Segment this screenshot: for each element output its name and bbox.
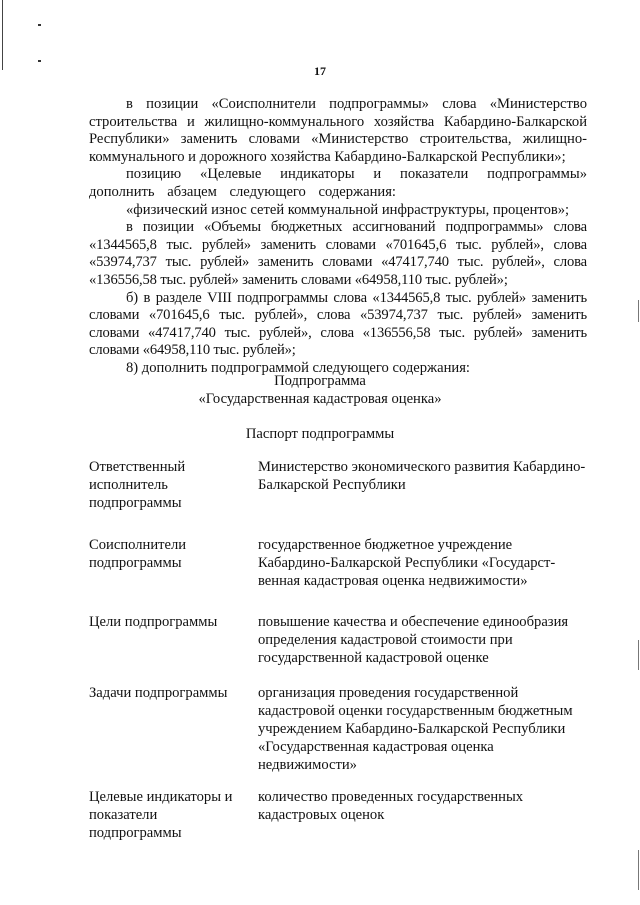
passport-row-label: Целевые индикаторы и показатели подпрограммы [89, 789, 233, 841]
passport-row-value: повышение качества и обеспечение единообразия определения кадастровой стоимости при государственной кадастровой оценке [258, 614, 569, 666]
scan-speck [38, 60, 41, 62]
paragraph: б) в разделе VIII подпрограммы слова «1344565,8 тыс. рублей» заменить словами «701645,6 тыс. рублей», слова «53974,737 тыс. рублей» заменить словами «47417,740 тыс. рублей», слова «136556,58 тыс. рублей» заменить словами «64958,110 тыс. рублей»; [89, 289, 587, 359]
passport-row-value: организация проведения государственной кадастровой оценки государственным бюджетным учреждением Кабардино-Балкарской Республики «Государственная кадастровая оценка недвижимости» [258, 685, 573, 773]
passport-row-label: Задачи подпрограммы [89, 685, 228, 701]
passport-row-value: количество проведенных государственных кадастровых оценок [258, 789, 524, 823]
passport-row-value: государственное бюджетное учреждение Кабардино-Балкарской Республики «Государст-венная кадастровая оценка недвижимости» [258, 537, 556, 589]
passport-row-label: Цели подпрограммы [89, 614, 218, 630]
passport-row-value: Министерство экономического развития Кабардино-Балкарской Республики [258, 459, 586, 493]
paragraph: «физический износ сетей коммунальной инфраструктуры, процентов»; [126, 201, 570, 218]
paragraph: позицию «Целевые индикаторы и показатели подпрограммы» дополнить абзацем следующего содержания: [89, 166, 587, 200]
scan-edge-line [2, 0, 3, 70]
scan-edge-line [638, 640, 639, 670]
passport-title: Паспорт подпрограммы [245, 426, 395, 442]
scan-edge-line [638, 850, 639, 890]
amendment-text [89, 96, 587, 378]
passport-row-label: Соисполнители подпрограммы [89, 537, 187, 571]
paragraph: 8) дополнить подпрограммой следующего содержания: [126, 359, 470, 376]
paragraph: в позиции «Объемы бюджетных ассигнований подпрограммы» слова «1344565,8 тыс. рублей» заменить словами «701645,6 тыс. рублей», слова «53974,737 тыс. рублей» заменить словами «47417,740 тыс. рублей», слова «136556,58 тыс. рублей» заменить словами «64958,110 тыс. рублей»; [89, 219, 587, 288]
page-number: 17 [314, 64, 326, 78]
subprogram-heading: Подпрограмма [274, 373, 366, 389]
subprogram-title: «Государственная кадастровая оценка» [198, 391, 442, 407]
passport-row-label: Ответственный исполнитель подпрограммы [89, 459, 186, 511]
scan-speck [38, 24, 41, 26]
paragraph: в позиции «Соисполнители подпрограммы» слова «Министерство строительства и жилищно-коммунального хозяйства Кабардино-Балкарской Республики» заменить словами «Министерство строительства, жилищно-коммунального и дорожного хозяйства Кабардино-Балкарской Республики»; [89, 96, 587, 165]
scan-edge-line [638, 300, 639, 322]
